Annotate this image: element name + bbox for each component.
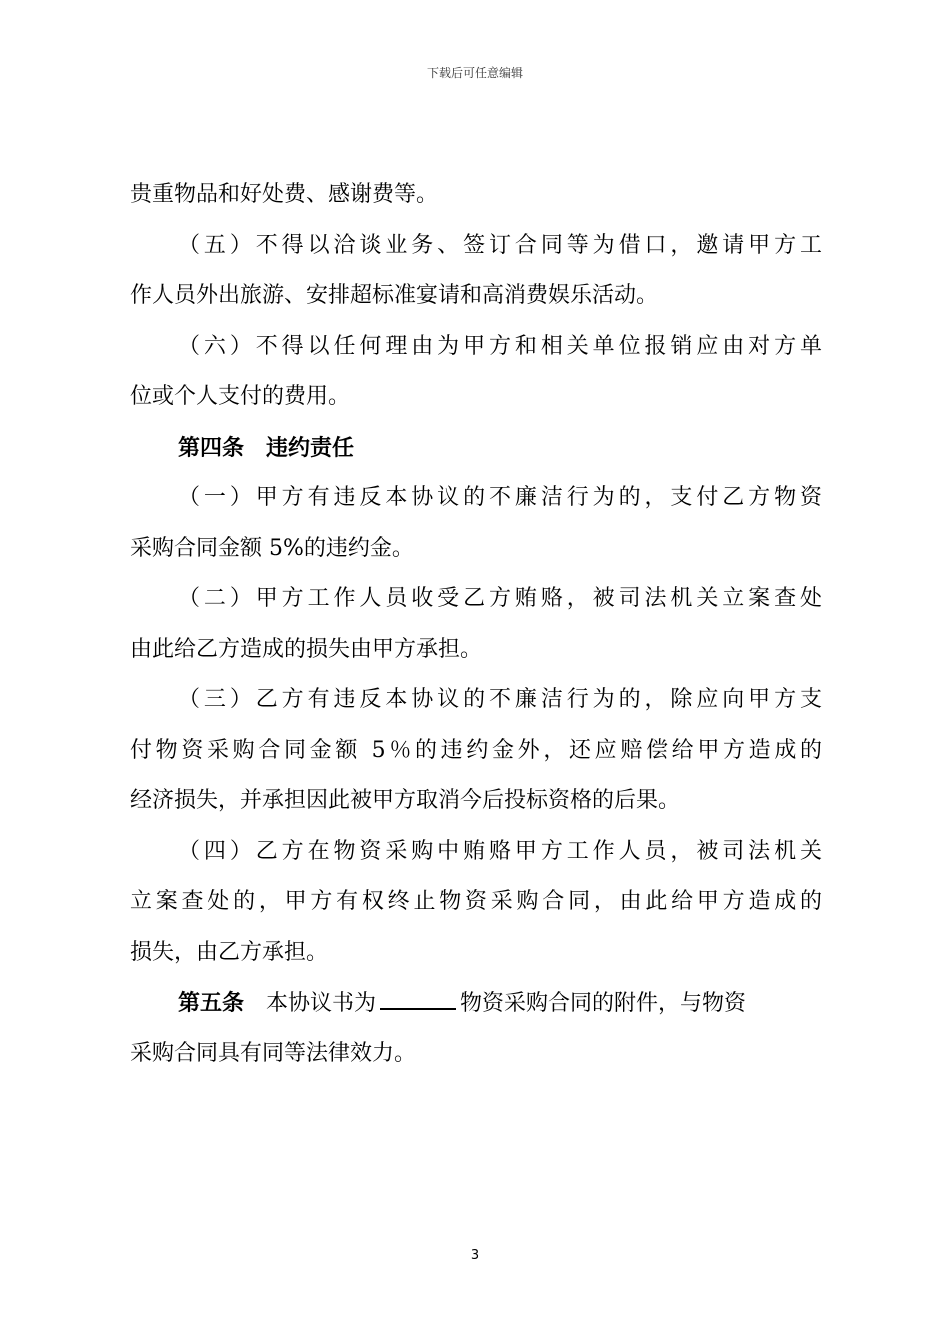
page-number: 3 — [470, 1248, 480, 1263]
text-line: （一）甲方有违反本协议的不廉洁行为的，支付乙方物资 — [178, 485, 822, 510]
article-number: 第四条 — [178, 434, 245, 461]
text-line: 采购合同具有同等法律效力。 — [130, 1040, 417, 1066]
text-line: 由此给乙方造成的损失由甲方承担。 — [130, 636, 483, 662]
text-line: 作人员外出旅游、安排超标准宴请和高消费娱乐活动。 — [130, 283, 659, 308]
page-header: 下载后可任意编辑 — [426, 66, 523, 80]
text-segment: 物资采购合同的附件，与物资 — [460, 991, 747, 1016]
fill-in-blank[interactable] — [380, 1007, 456, 1010]
text-line: （三）乙方有违反本协议的不廉洁行为的，除应向甲方支 — [178, 687, 822, 712]
article-heading — [130, 423, 822, 474]
text-line: （二）甲方工作人员收受乙方贿赂，被司法机关立案查处 — [178, 586, 822, 611]
text-line: 贵重物品和好处费、感谢费等。 — [130, 182, 439, 207]
text-segment: 本协议书为 — [266, 991, 377, 1016]
document-body — [130, 170, 822, 1079]
text-line: 采购合同金额 5%的违约金。 — [130, 535, 414, 561]
text-line: 经济损失，并承担因此被甲方取消今后投标资格的后果。 — [130, 788, 681, 813]
text-line: 立案查处的，甲方有权终止物资采购合同，由此给甲方造成的 — [130, 889, 822, 914]
text-line: 付物资采购合同金额 5％的违约金外，还应赔偿给甲方造成的 — [130, 737, 822, 763]
article-five-line — [130, 978, 822, 1029]
article-title: 违约责任 — [266, 434, 355, 461]
text-line: （六）不得以任何理由为甲方和相关单位报销应由对方单 — [178, 333, 822, 359]
article-number: 第五条 — [178, 990, 245, 1016]
text-line: 损失，由乙方承担。 — [130, 939, 329, 965]
text-line: （五）不得以洽谈业务、签订合同等为借口，邀请甲方工 — [178, 232, 822, 258]
text-line: （四）乙方在物资采购中贿赂甲方工作人员，被司法机关 — [178, 838, 822, 864]
text-line: 位或个人支付的费用。 — [130, 384, 351, 409]
